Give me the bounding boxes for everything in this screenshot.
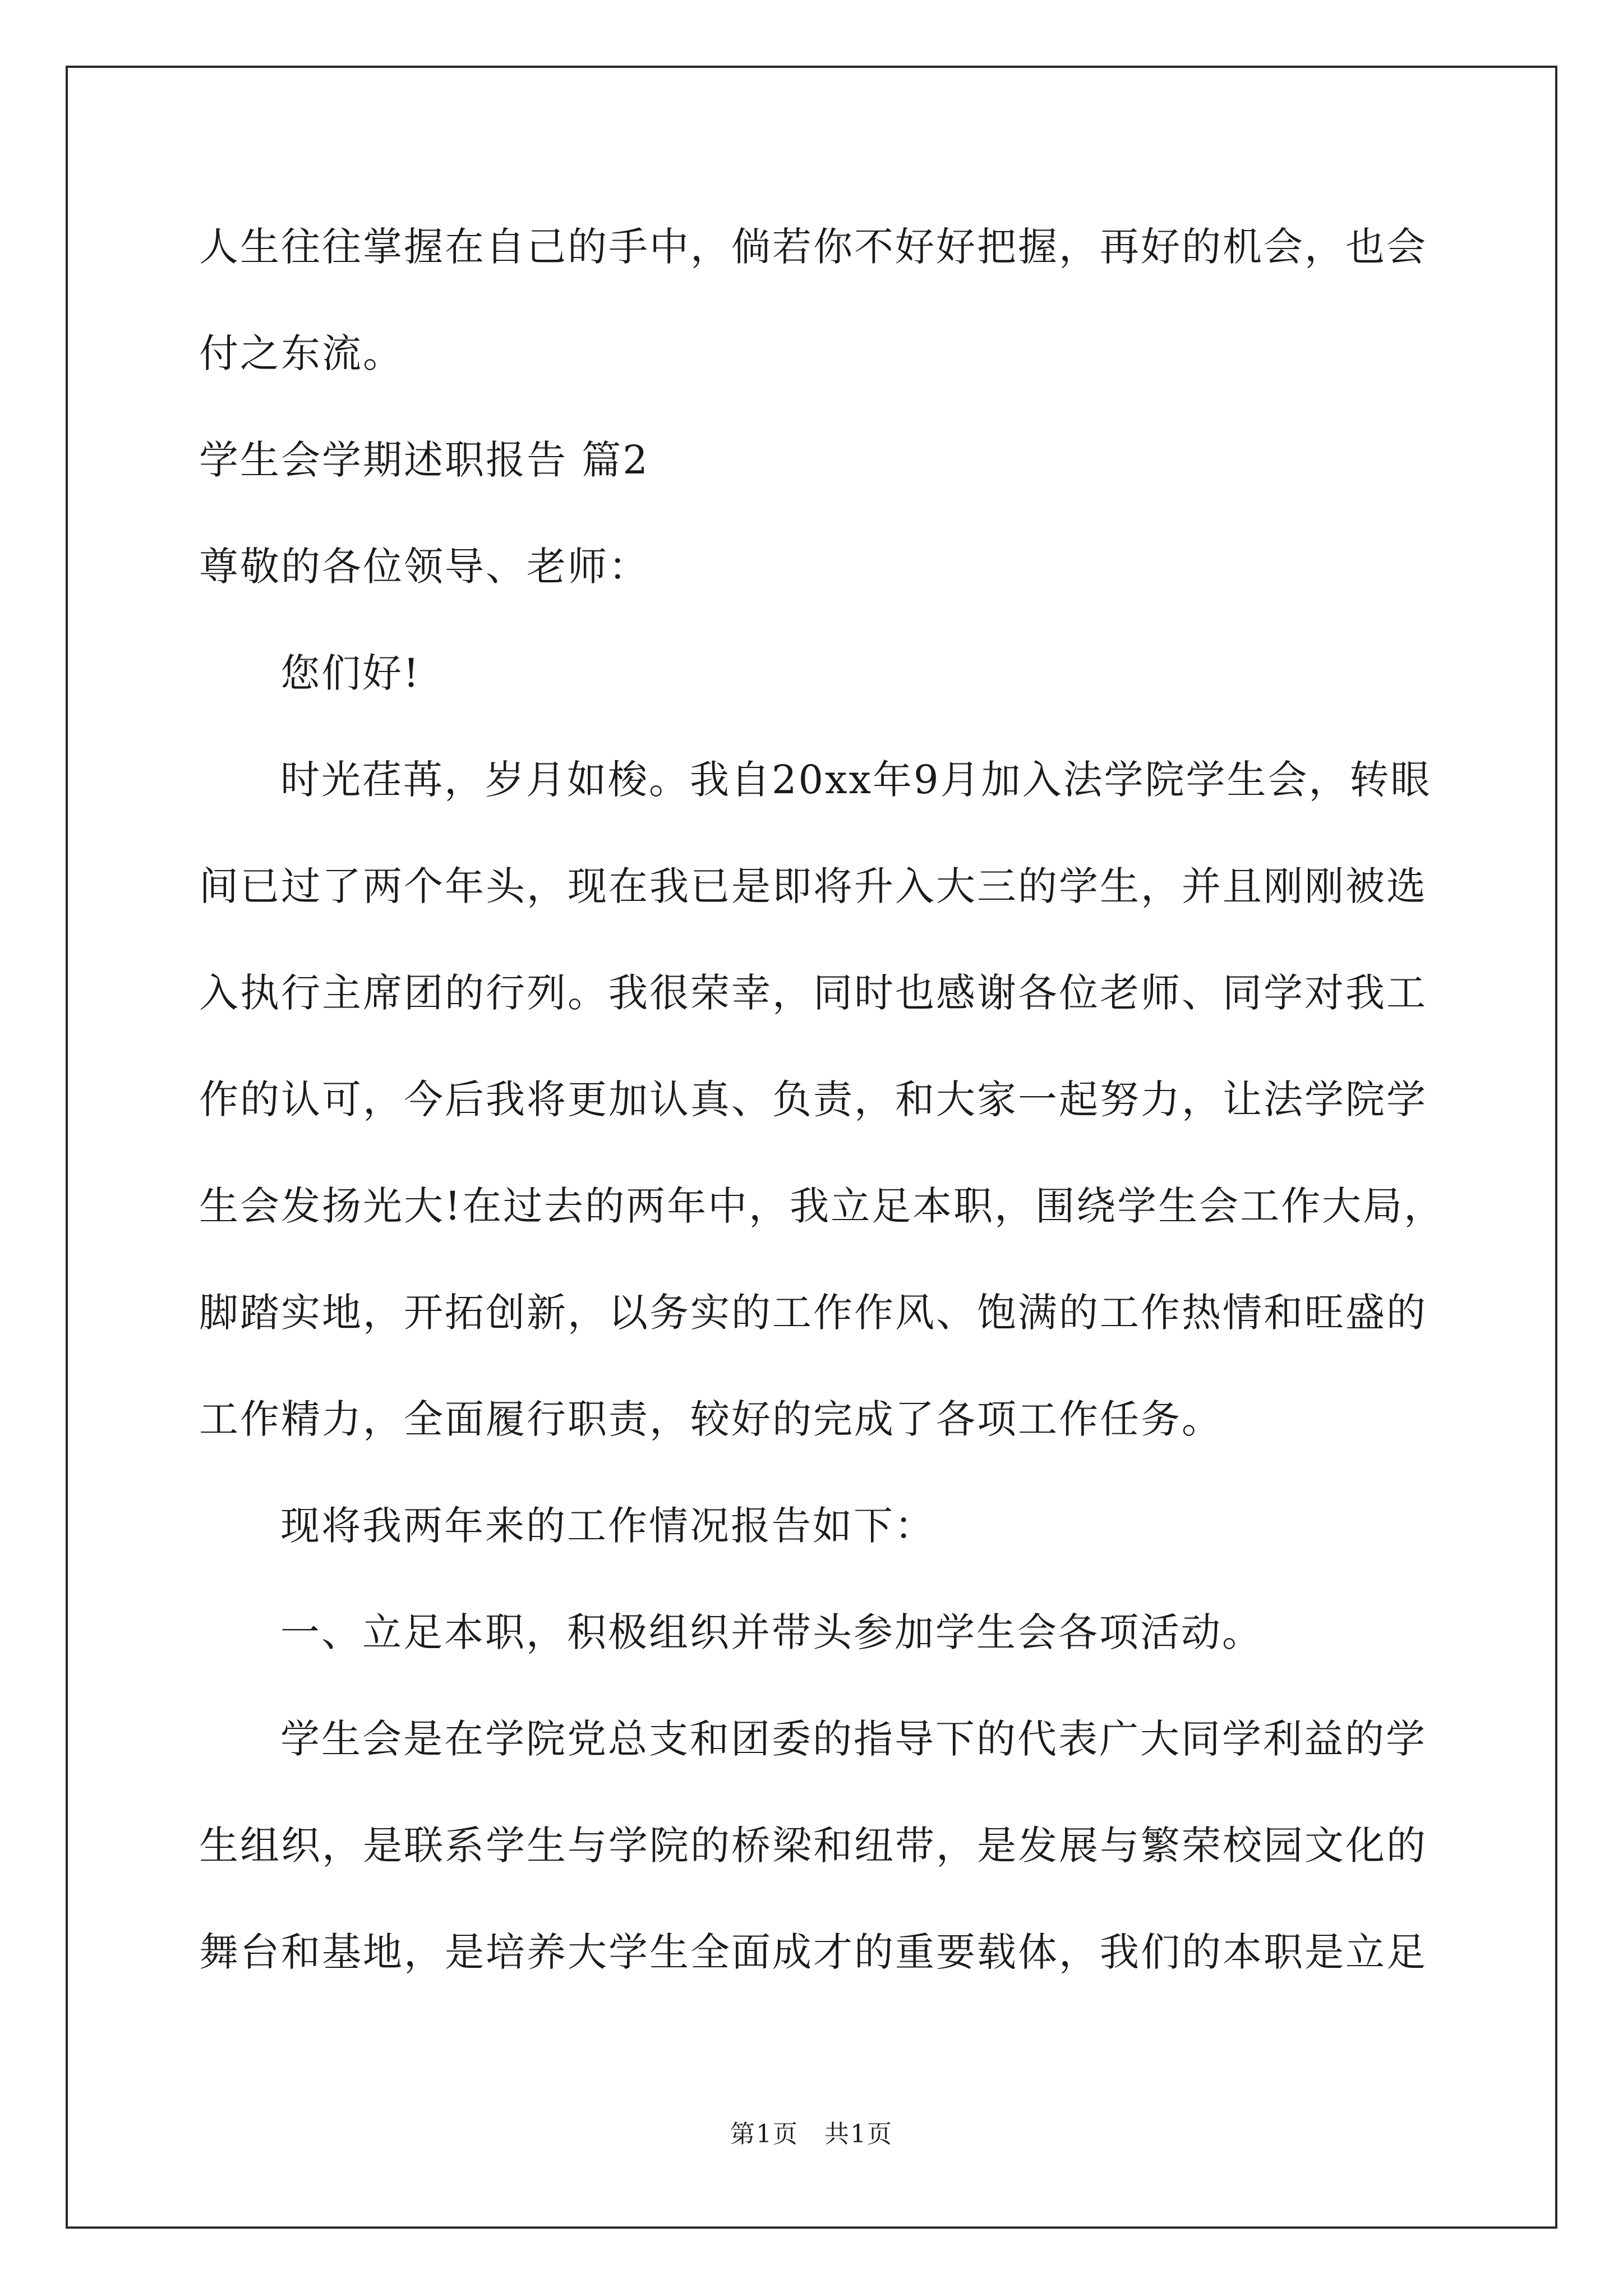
text-line: 作的认可，今后我将更加认真、负责，和大家一起努力，让法学院学 [199, 1076, 1427, 1122]
text-line: 付之东流。 [199, 330, 404, 376]
text-line: 生会发扬光大!在过去的两年中，我立足本职，围绕学生会工作大局， [199, 1183, 1445, 1229]
text-line: 间已过了两个年头，现在我已是即将升入大三的学生，并且刚刚被选 [199, 863, 1427, 909]
text-line: 人生往往掌握在自己的手中，倘若你不好好把握，再好的机会，也会 [199, 224, 1427, 270]
text-line: 时光荏苒，岁月如梭。我自20xx年9月加入法学院学生会，转眼 [280, 757, 1432, 803]
text-line: 舞台和基地，是培养大学生全面成才的重要载体，我们的本职是立足 [199, 1929, 1427, 1975]
section-heading: 学生会学期述职报告 篇2 [199, 437, 649, 483]
text-line: 工作精力，全面履行职责，较好的完成了各项工作任务。 [199, 1396, 1223, 1442]
subsection-heading: 一、立足本职，积极组织并带头参加学生会各项活动。 [280, 1609, 1263, 1655]
text-line: 学生会是在学院党总支和团委的指导下的代表广大同学利益的学 [280, 1716, 1427, 1762]
page-footer: 第1页 共1页 [730, 2120, 893, 2148]
text-line: 现将我两年来的工作情况报告如下： [280, 1503, 935, 1549]
text-line: 入执行主席团的行列。我很荣幸，同时也感谢各位老师、同学对我工 [199, 970, 1427, 1016]
text-line: 脚踏实地，开拓创新，以务实的工作作风、饱满的工作热情和旺盛的 [199, 1290, 1427, 1336]
page-border [66, 66, 1557, 2229]
text-line: 生组织，是联系学生与学院的桥梁和纽带，是发展与繁荣校园文化的 [199, 1823, 1427, 1869]
salutation: 尊敬的各位领导、老师： [199, 544, 649, 590]
greeting: 您们好! [280, 650, 421, 696]
